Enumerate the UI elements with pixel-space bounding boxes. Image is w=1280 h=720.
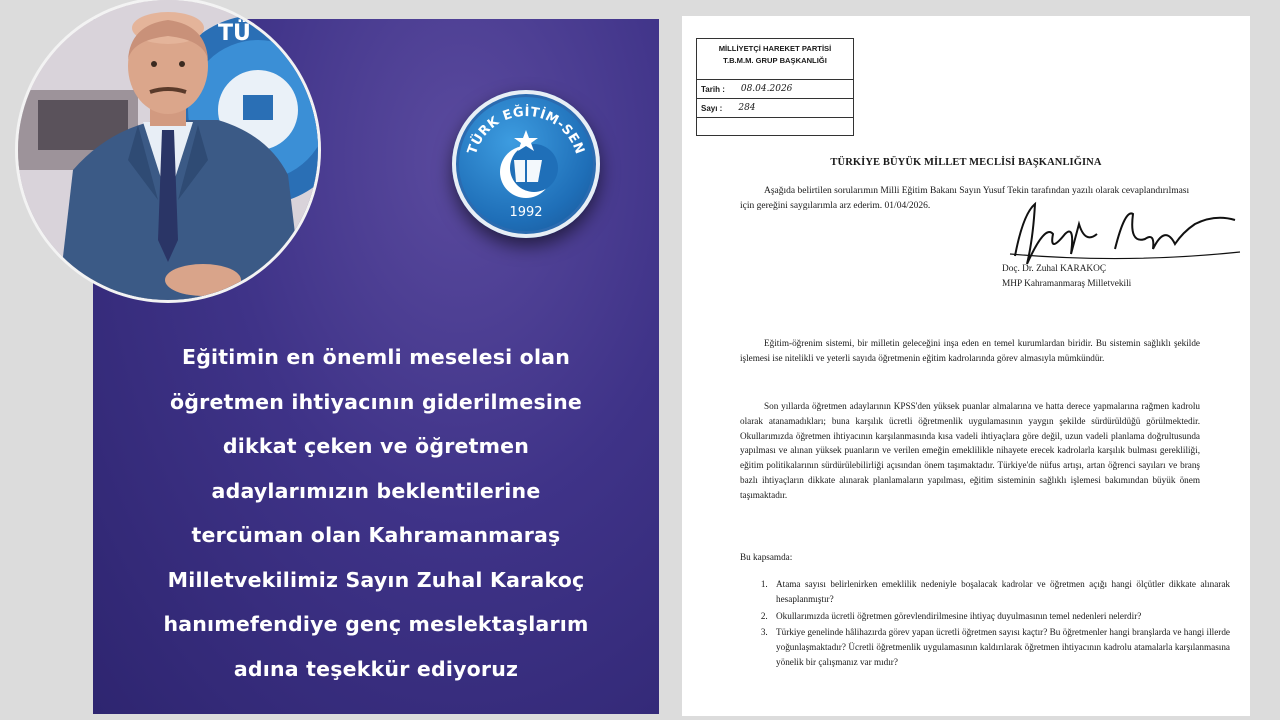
question-list (740, 577, 1230, 672)
portrait-photo (18, 0, 318, 300)
signer-block (1002, 262, 1131, 292)
date-value: 08.04.2026 (740, 84, 793, 94)
question-item: 1. Atama sayısı belirlenirken emeklilik nedeniyle boşalacak kadrolar ve öğretmen açığı hangi ölçütler dikkate alınarak hesaplanmıştır? (770, 577, 1230, 607)
portrait-illustration (18, 0, 318, 300)
quote-line: dikkat çeken ve öğretmen (222, 434, 530, 458)
stamp-line-2: T.B.M.M. GRUP BAŞKANLIĞI (723, 56, 827, 65)
document-title: TÜRKİYE BÜYÜK MİLLET MECLİSİ BAŞKANLIĞINA (830, 157, 1102, 168)
question-item: 2. Okullarımızda ücretli öğretmen görevlendirilmesine ihtiyaç duyulmasının temel nedenleri nelerdir? (770, 609, 1230, 624)
quote-line: hanımefendiye genç meslektaşlarım (163, 612, 589, 636)
quote-line: adaylarımızın beklentilerine (211, 478, 541, 503)
quote-line: Eğitimin en önemli meselesi olan (181, 345, 571, 369)
stamp-number-row (697, 99, 853, 118)
logo-graphic (452, 90, 600, 238)
quote-line: Milletvekilimiz Sayın Zuhal Karakoç (167, 567, 585, 592)
quote-text (93, 335, 659, 691)
stamp-header (697, 39, 853, 80)
number-value: 284 (738, 103, 756, 113)
quote-line: öğretmen ihtiyacının giderilmesine (170, 389, 582, 414)
paragraph-1: Eğitim-öğrenim sistemi, bir milletin geleceğini inşa eden en temel kurumlardan biridir. Bu sistemin sağlıklı şekilde işlemesi ise nitelikli ve yeterli sayıda öğretmenin eğitim kadrolarında görev almasıyla mümkündür. (740, 338, 1200, 363)
date-label: Tarih : (701, 84, 725, 94)
paragraph-2: Son yıllarda öğretmen adaylarının KPSS'den yüksek puanlar almalarına ve hatta derece yapmalarına rağmen kadrolu olarak atanamadıkları; buna karşılık ücretli öğretmenlik uygulamasının yaygın şekilde sürdürüldüğü görülmektedir. Okullarımızda öğretmen ihtiyacının karşılanmasında kısa vadeli ihtiyaçlara göre değil, uzun vadeli planlama doğrultusunda yapılması ve alınan yüksek puanların ve verilen emeğin emeklilikle nihayete erecek kadrolarla karşılık bulması gerekliliği, eğitim politikalarının sürdürülebilirliği açısından önem taşımaktadır. Türkiye'de nüfus artışı, artan öğrenci sayıları ve branş bazlı ihtiyaçların dikkate alınarak planlamaların yapılması, eğitim sisteminin sağlıklı işlemesi bakımından büyük önem taşımaktadır. (740, 401, 1200, 500)
stamp-line-1: MİLLİYETÇİ HAREKET PARTİSİ (718, 44, 832, 53)
logo-year: 1992 (509, 205, 543, 220)
paragraph-3: Bu kapsamda: (740, 552, 793, 562)
stamp-date-row (697, 80, 853, 99)
document-intro: Aşağıda belirtilen sorularımın Milli Eğitim Bakanı Sayın Yusuf Tekin tarafından yazılı olarak cevaplandırılması için gereğini saygılarımla arz ederim. 01/04/2026. (740, 186, 1190, 211)
quote-line: adına teşekkür ediyoruz (233, 656, 519, 681)
receipt-stamp (696, 38, 854, 136)
number-label: Sayı : (701, 103, 723, 113)
svg-text:TÜ: TÜ (218, 21, 251, 46)
signer-name: Doç. Dr. Zuhal KARAKOÇ (1002, 264, 1107, 274)
signer-title: MHP Kahramanmaraş Milletvekili (1002, 279, 1132, 289)
parliament-document (682, 16, 1250, 716)
quote-line: tercüman olan Kahramanmaraş (191, 523, 561, 547)
question-item: 3. Türkiye genelinde hâlihazırda görev yapan ücretli öğretmen sayısı kaçtır? Bu öğretmenler hangi branşlarda ve hangi illerde yoğunlaşmaktadır? Ücretli öğretmenlik uygulamasının kaldırılarak öğretmen ihtiyacının kadrolu atamalarla karşılanmasına yönelik bir çalışmanız var mıdır? (770, 625, 1230, 669)
turk-egitim-sen-logo (452, 90, 600, 238)
logo-arc-text: TÜRK EĞİTİM-SEN (465, 104, 587, 157)
